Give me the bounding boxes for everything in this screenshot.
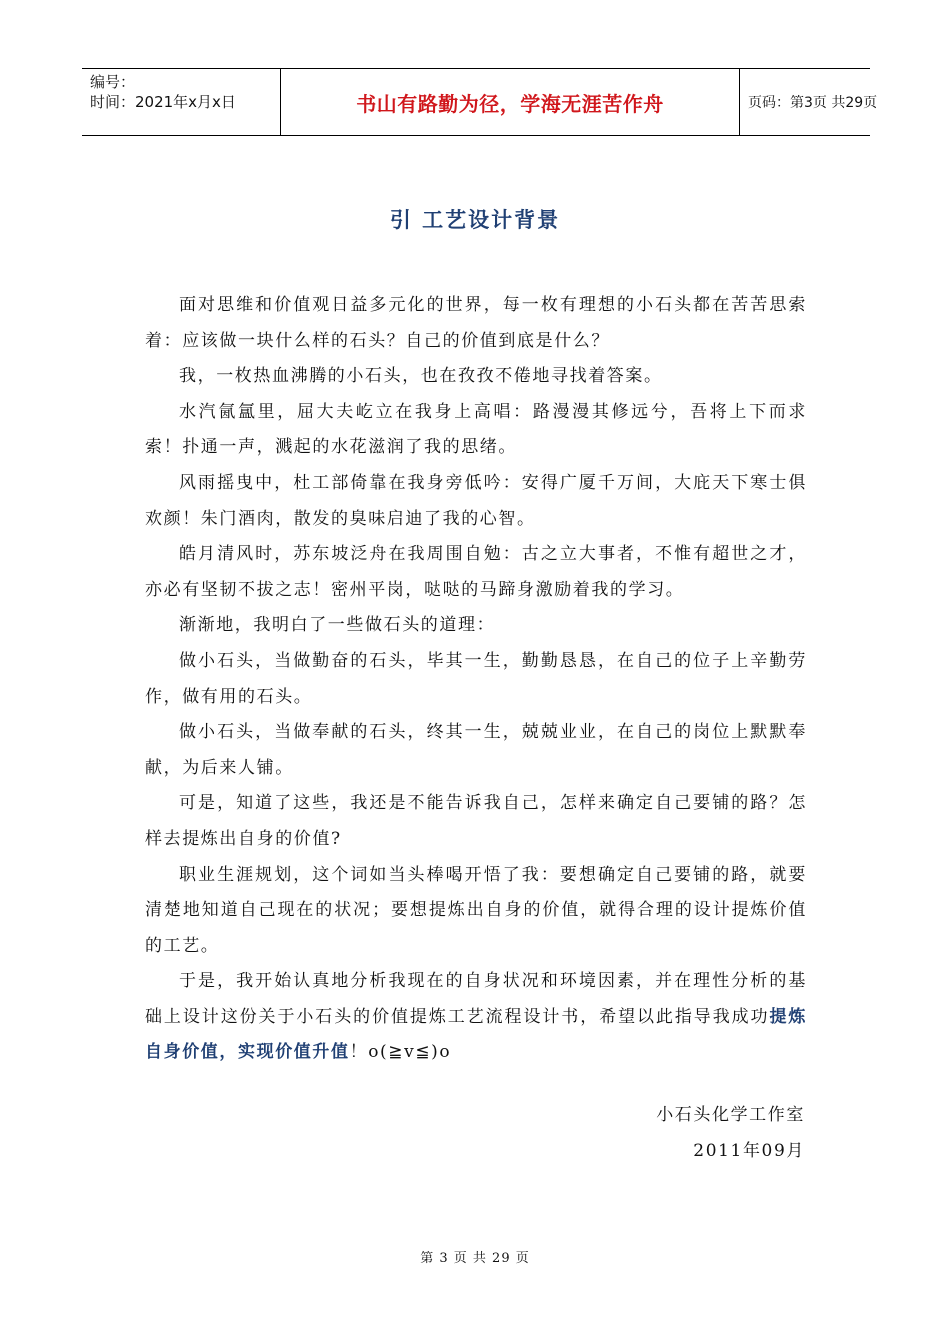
body-text xyxy=(145,288,807,1071)
closing-text: 于是，我开始认真地分析我现在的自身状况和环境因素，并在理性分析的基础上设计这份关于小石头的价值提炼工艺流程设计书，希望以此指导我成功 xyxy=(145,971,807,1027)
paragraph: 做小石头，当做奉献的石头，终其一生，兢兢业业，在自己的岗位上默默奉献，为后来人铺。 xyxy=(145,722,807,778)
document-header xyxy=(82,68,878,136)
header-motto: 书山有路勤为径，学海无涯苦作舟 xyxy=(280,69,740,135)
header-meta xyxy=(82,69,280,135)
closing-ending: ！o(≧v≦)o xyxy=(349,1042,452,1063)
page-footer: 第 3 页 共 29 页 xyxy=(420,1251,530,1266)
document-number-label: 编号： xyxy=(90,73,136,91)
paragraph: 职业生涯规划，这个词如当头棒喝开悟了我：要想确定自己要铺的路，就要清楚地知道自己现在的状况；要想提炼出自身的价值，就得合理的设计提炼价值的工艺。 xyxy=(145,864,807,956)
paragraph: 渐渐地，我明白了一些做石头的道理： xyxy=(179,615,496,636)
paragraph: 我，一枚热血沸腾的小石头，也在孜孜不倦地寻找着答案。 xyxy=(179,366,663,387)
paragraph: 可是，知道了这些，我还是不能告诉我自己，怎样来确定自己要铺的路？怎样去提炼出自身的价值? xyxy=(145,793,807,849)
closing-paragraph xyxy=(145,964,807,1071)
paragraph: 风雨摇曳中，杜工部倚靠在我身旁低吟：安得广厦千万间，大庇天下寒士俱欢颜！朱门酒肉，散发的臭味启迪了我的心智。 xyxy=(145,472,807,529)
header-page-info: 页码：第3页 共29页 xyxy=(748,95,878,111)
signature-date: 2011年09月 xyxy=(693,1141,805,1161)
emphasis-text: 提炼自身价值，实现价值升值 xyxy=(145,1006,807,1063)
paragraph: 面对思维和价值观日益多元化的世界，每一枚有理想的小石头都在苦苦思索着：应该做一块什么样的石头？自己的价值到底是什么？ xyxy=(145,295,807,351)
document-time-label: 时间：2021年x月x日 xyxy=(90,93,236,111)
paragraph: 水汽氤氲里，屈大夫屹立在我身上高唱：路漫漫其修远兮，吾将上下而求索！扑通一声，溅起的水花滋润了我的思绪。 xyxy=(145,401,807,458)
paragraph: 皓月清风时，苏东坡泛舟在我周围自勉：古之立大事者，不惟有超世之才，亦必有坚韧不拔之志！密州平岗，哒哒的马蹄身激励着我的学习。 xyxy=(145,544,807,600)
section-title: 引 工艺设计背景 xyxy=(389,208,561,232)
paragraph: 做小石头，当做勤奋的石头，毕其一生，勤勤恳恳，在自己的位子上辛勤劳作，做有用的石头。 xyxy=(145,650,807,707)
signature-organization: 小石头化学工作室 xyxy=(656,1105,805,1125)
